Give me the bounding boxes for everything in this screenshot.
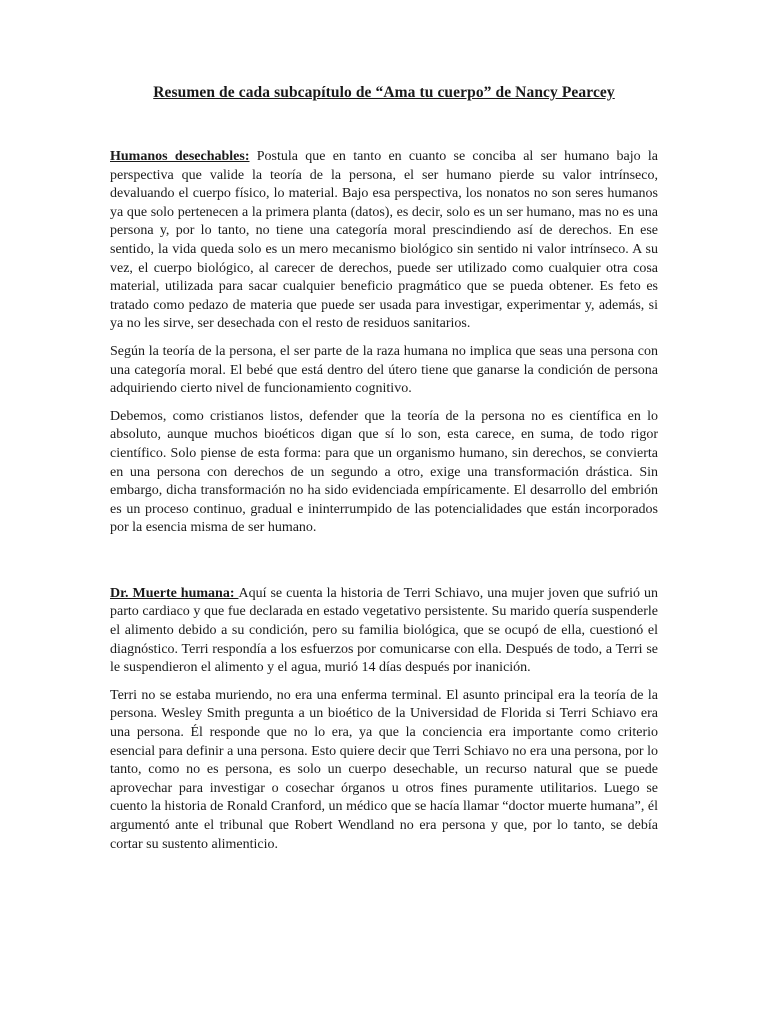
section-1-heading: Humanos desechables: — [110, 149, 250, 164]
section-2-heading: Dr. Muerte humana: — [110, 585, 239, 601]
section-2-lead-paragraph — [110, 585, 658, 678]
section-1-lead-paragraph — [110, 148, 658, 334]
document-page — [110, 84, 658, 863]
section-1-paragraph-1: Según la teoría de la persona, el ser parte de la raza humana no implica que seas una persona con una categoría moral. El bebé que está dentro del útero tiene que ganarse la condición de persona adquiriendo cierto nivel de funcionamiento cognitivo. — [110, 343, 658, 397]
section-2-lead-text: Aquí se cuenta la historia de Terri Schiavo, una mujer joven que sufrió un parto cardiaco y que fue declarada en estado vegetativo persistente. Su marido quería suspenderle el alimento debido a su condición, pero su familia biológica, que se ocupó de ella, cuestionó el diagnóstico. Terri respondía a los esfuerzos por comunicarse con ella. Después de todo, a Terri se le suspendieron el alimento y el agua, murió 14 días después por inanición. — [110, 585, 658, 676]
section-1-paragraph-2: Debemos, como cristianos listos, defender que la teoría de la persona no es científica en lo absoluto, aunque muchos bioéticos digan que sí lo son, esta carece, en suma, de todo rigor científico. Solo piense de esta forma: para que un organismo humano, sin derechos, se convierta en una persona con derechos de un segundo a otro, exige una transformación drástica. Sin embargo, dicha transformación no ha sido evidenciada empíricamente. El desarrollo del embrión es un proceso continuo, gradual e ininterrumpido de las potencialidades que están incorporados por la esencia misma de ser humano. — [110, 408, 658, 536]
section-spacer — [110, 547, 658, 585]
section-2-paragraph-1: Terri no se estaba muriendo, no era una enferma terminal. El asunto principal era la teoría de la persona. Wesley Smith pregunta a un bioético de la Universidad de Florida si Terri Schiavo era una persona. Él responde que no lo era, ya que la conciencia era importante como criterio esencial para definir a una persona. Esto quiere decir que Terri Schiavo no era una persona, por lo tanto, como no es persona, es solo un cuerpo desechable, un recurso natural que se puede aprovechar para investigar o cosechar órganos u otros fines puramente utilitarios. Luego se cuento la historia de Ronald Cranford, un médico que se hacía llamar “doctor muerte humana”, él argumentó ante el tribunal que Robert Wendland no era persona y que, por lo tanto, se debía cortar su sustento alimenticio. — [110, 687, 658, 852]
document-title: Resumen de cada subcapítulo de “Ama tu cuerpo” de Nancy Pearcey — [153, 84, 615, 101]
section-1-lead-text: Postula que en tanto en cuanto se conciba al ser humano bajo la perspectiva que valide la teoría de la persona, el ser humano pierde su valor intrínseco, devaluando el cuerpo físico, lo material. Bajo esa perspectiva, los nonatos no son seres humanos ya que solo pertenecen a la primera planta (datos), es decir, solo es un ser humano, mas no es una persona y, por lo tanto, no tiene una categoría moral prescindiendo así de derechos. En ese sentido, la vida queda solo es un mero mecanismo biológico sin sentido ni valor intrínseco. A su vez, el cuerpo biológico, al carecer de derechos, puede ser utilizado como cualquier otra cosa material, utilizada para sacar cualquier beneficio pragmático que se pueda obtener. Es feto es tratado como pedazo de materia que puede ser usada para investigar, experimentar y, además, si ya no les sirve, ser desechada con el resto de residuos sanitarios. — [110, 149, 658, 332]
